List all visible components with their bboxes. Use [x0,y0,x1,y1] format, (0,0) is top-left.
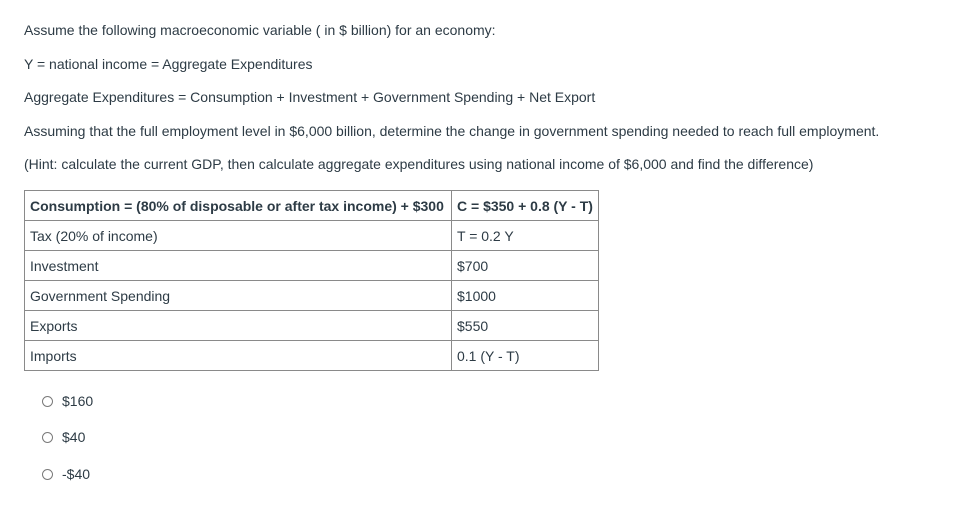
question-line-4: Assuming that the full employment level in $6,000 billion, determine the change in government spending needed to reach full employment. [24,123,880,139]
table-cell: 0.1 (Y - T) [452,341,599,371]
table-header-row [25,191,599,221]
question-hint: (Hint: calculate the current GDP, then calculate aggregate expenditures using national income of $6,000 and find the difference) [24,156,814,172]
table-cell: Tax (20% of income) [25,221,452,251]
table-cell: $1000 [452,281,599,311]
table-cell: Government Spending [25,281,452,311]
answer-option-160[interactable] [42,393,93,409]
table-cell: T = 0.2 Y [452,221,599,251]
question-line-1: Assume the following macroeconomic variable ( in $ billion) for an economy: [24,22,496,38]
table-cell: $550 [452,311,599,341]
table-row [25,221,599,251]
question-line-3: Aggregate Expenditures = Consumption + Investment + Government Spending + Net Export [24,89,596,105]
table-row [25,311,599,341]
table-row [25,251,599,281]
table-header-cell: Consumption = (80% of disposable or after tax income) + $300 [25,191,452,221]
table-row [25,341,599,371]
table-cell: Investment [25,251,452,281]
radio-button[interactable] [42,432,53,443]
answer-option-40[interactable] [42,429,85,445]
data-table [24,190,599,371]
answer-option-label: -$40 [62,466,91,482]
question-line-2: Y = national income = Aggregate Expenditures [24,56,313,72]
table-cell: $700 [452,251,599,281]
table-row [25,281,599,311]
table-cell: Imports [25,341,452,371]
answer-option-label: $160 [62,393,94,409]
table-cell: Exports [25,311,452,341]
radio-button[interactable] [42,396,53,407]
answer-option-label: $40 [62,429,86,445]
radio-button[interactable] [42,469,53,480]
table-header-cell: C = $350 + 0.8 (Y - T) [452,191,599,221]
answer-option-neg40[interactable] [42,466,90,482]
